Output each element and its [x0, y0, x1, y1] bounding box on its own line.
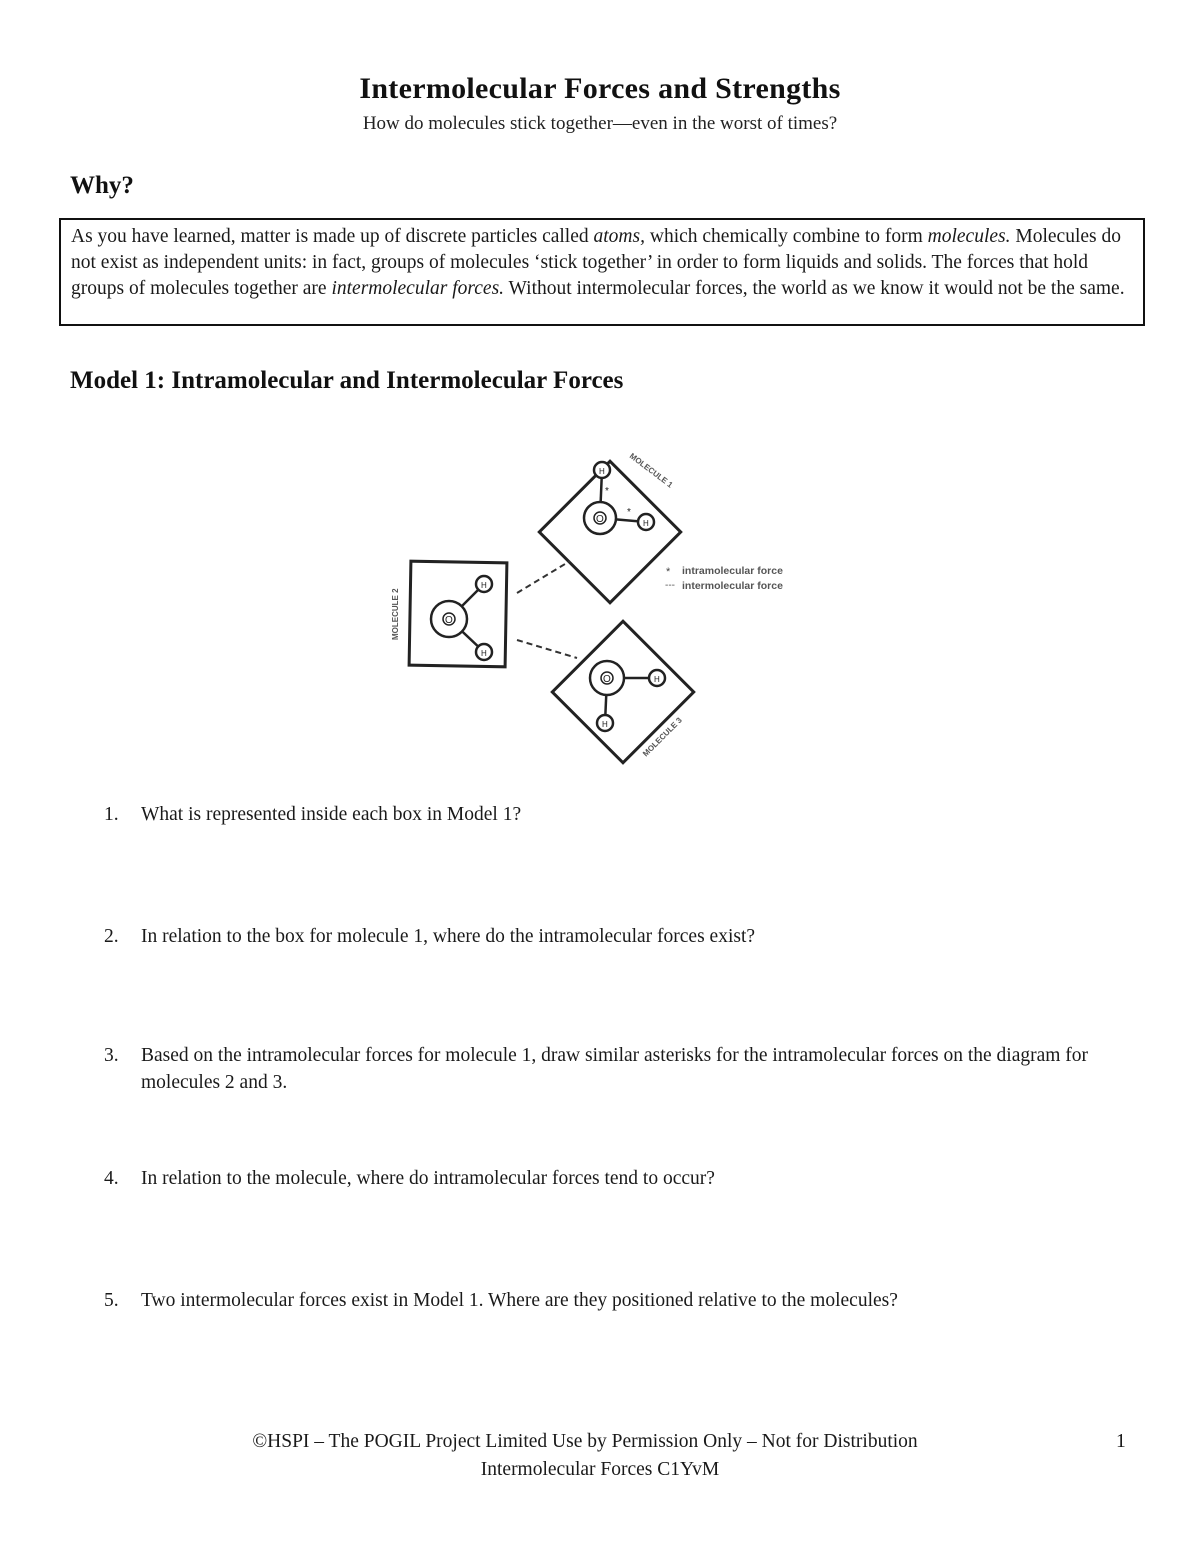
footer-doc-id: Intermolecular Forces C1YvM [480, 1459, 720, 1480]
question-number: 5. [104, 1290, 119, 1311]
atom-h-3a: H [654, 675, 660, 684]
why-heading: Why? [70, 172, 134, 199]
molecule-3-label: MOLECULE 3 [641, 715, 684, 759]
question-number: 3. [104, 1045, 119, 1066]
why-term-molecules: molecules. [927, 226, 1011, 247]
molecule-1-label: MOLECULE 1 [627, 451, 675, 490]
footer-copyright: ©HSPI – The POGIL Project Limited Use by Permission Only – Not for Distribution [252, 1431, 918, 1452]
atom-h-1b: H [643, 519, 649, 528]
why-box [59, 218, 1145, 326]
question-text: What is represented inside each box in Model 1? [141, 804, 522, 825]
why-text-2: which chemically combine to form [644, 226, 928, 247]
atom-h-3b: H [602, 720, 608, 729]
question-4 [104, 1165, 1104, 1192]
legend-inter-symbol: --- [665, 580, 675, 591]
question-2 [104, 923, 1104, 950]
question-5 [104, 1287, 1104, 1314]
atom-h-1a: H [599, 467, 605, 476]
molecule-3-box [552, 621, 693, 762]
question-3 [104, 1042, 1104, 1096]
why-term-atoms: atoms, [593, 226, 645, 247]
page-number: 1 [1116, 1431, 1126, 1452]
why-text-3: Molecules do not exist as independent units: in fact, groups of molecules ‘stick together’ in order to form liquids and solids. The forces that hold groups of molecules together are [71, 226, 1121, 299]
molecule-1-intra-asterisk-1: * [605, 486, 609, 497]
intermolecular-force-line-1 [517, 561, 570, 593]
molecule-2 [391, 576, 492, 660]
molecule-2-label: MOLECULE 2 [391, 588, 400, 640]
why-text-1: As you have learned, matter is made up of discrete particles called [71, 226, 594, 247]
question-number: 4. [104, 1168, 119, 1189]
question-text: Two intermolecular forces exist in Model 1. Where are they positioned relative to the molecules? [141, 1290, 898, 1311]
legend-intra-symbol: * [666, 566, 671, 578]
question-text: In relation to the molecule, where do intramolecular forces tend to occur? [141, 1168, 715, 1189]
model-diagram [380, 435, 800, 770]
legend-intra-label: intramolecular force [682, 565, 783, 577]
question-1 [104, 801, 1104, 828]
why-text-4: Without intermolecular forces, the world as we know it would not be the same. [504, 278, 1125, 299]
molecule-1-intra-asterisk-2: * [627, 507, 631, 518]
question-number: 2. [104, 926, 119, 947]
why-term-intermolecular-forces: intermolecular forces. [331, 278, 505, 299]
model-heading: Model 1: Intramolecular and Intermolecular Forces [70, 367, 624, 394]
diagram-legend [665, 565, 783, 592]
page-subtitle: How do molecules stick together—even in the worst of times? [362, 113, 838, 134]
atom-o-2: O [445, 615, 453, 626]
question-text: Based on the intramolecular forces for molecule 1, draw similar asterisks for the intramolecular forces on the diagram for molecules 2 and 3. [141, 1045, 1089, 1093]
atom-o-1: O [596, 514, 604, 525]
page-footer [0, 1428, 1200, 1484]
atom-h-2b: H [481, 649, 487, 658]
intermolecular-force-line-2 [517, 640, 577, 658]
question-text: In relation to the box for molecule 1, where do the intramolecular forces exist? [141, 926, 756, 947]
legend-inter-label: intermolecular force [682, 580, 783, 592]
atom-o-3: O [603, 674, 611, 685]
page-title: Intermolecular Forces and Strengths [359, 72, 841, 105]
question-number: 1. [104, 804, 119, 825]
atom-h-2a: H [481, 581, 487, 590]
